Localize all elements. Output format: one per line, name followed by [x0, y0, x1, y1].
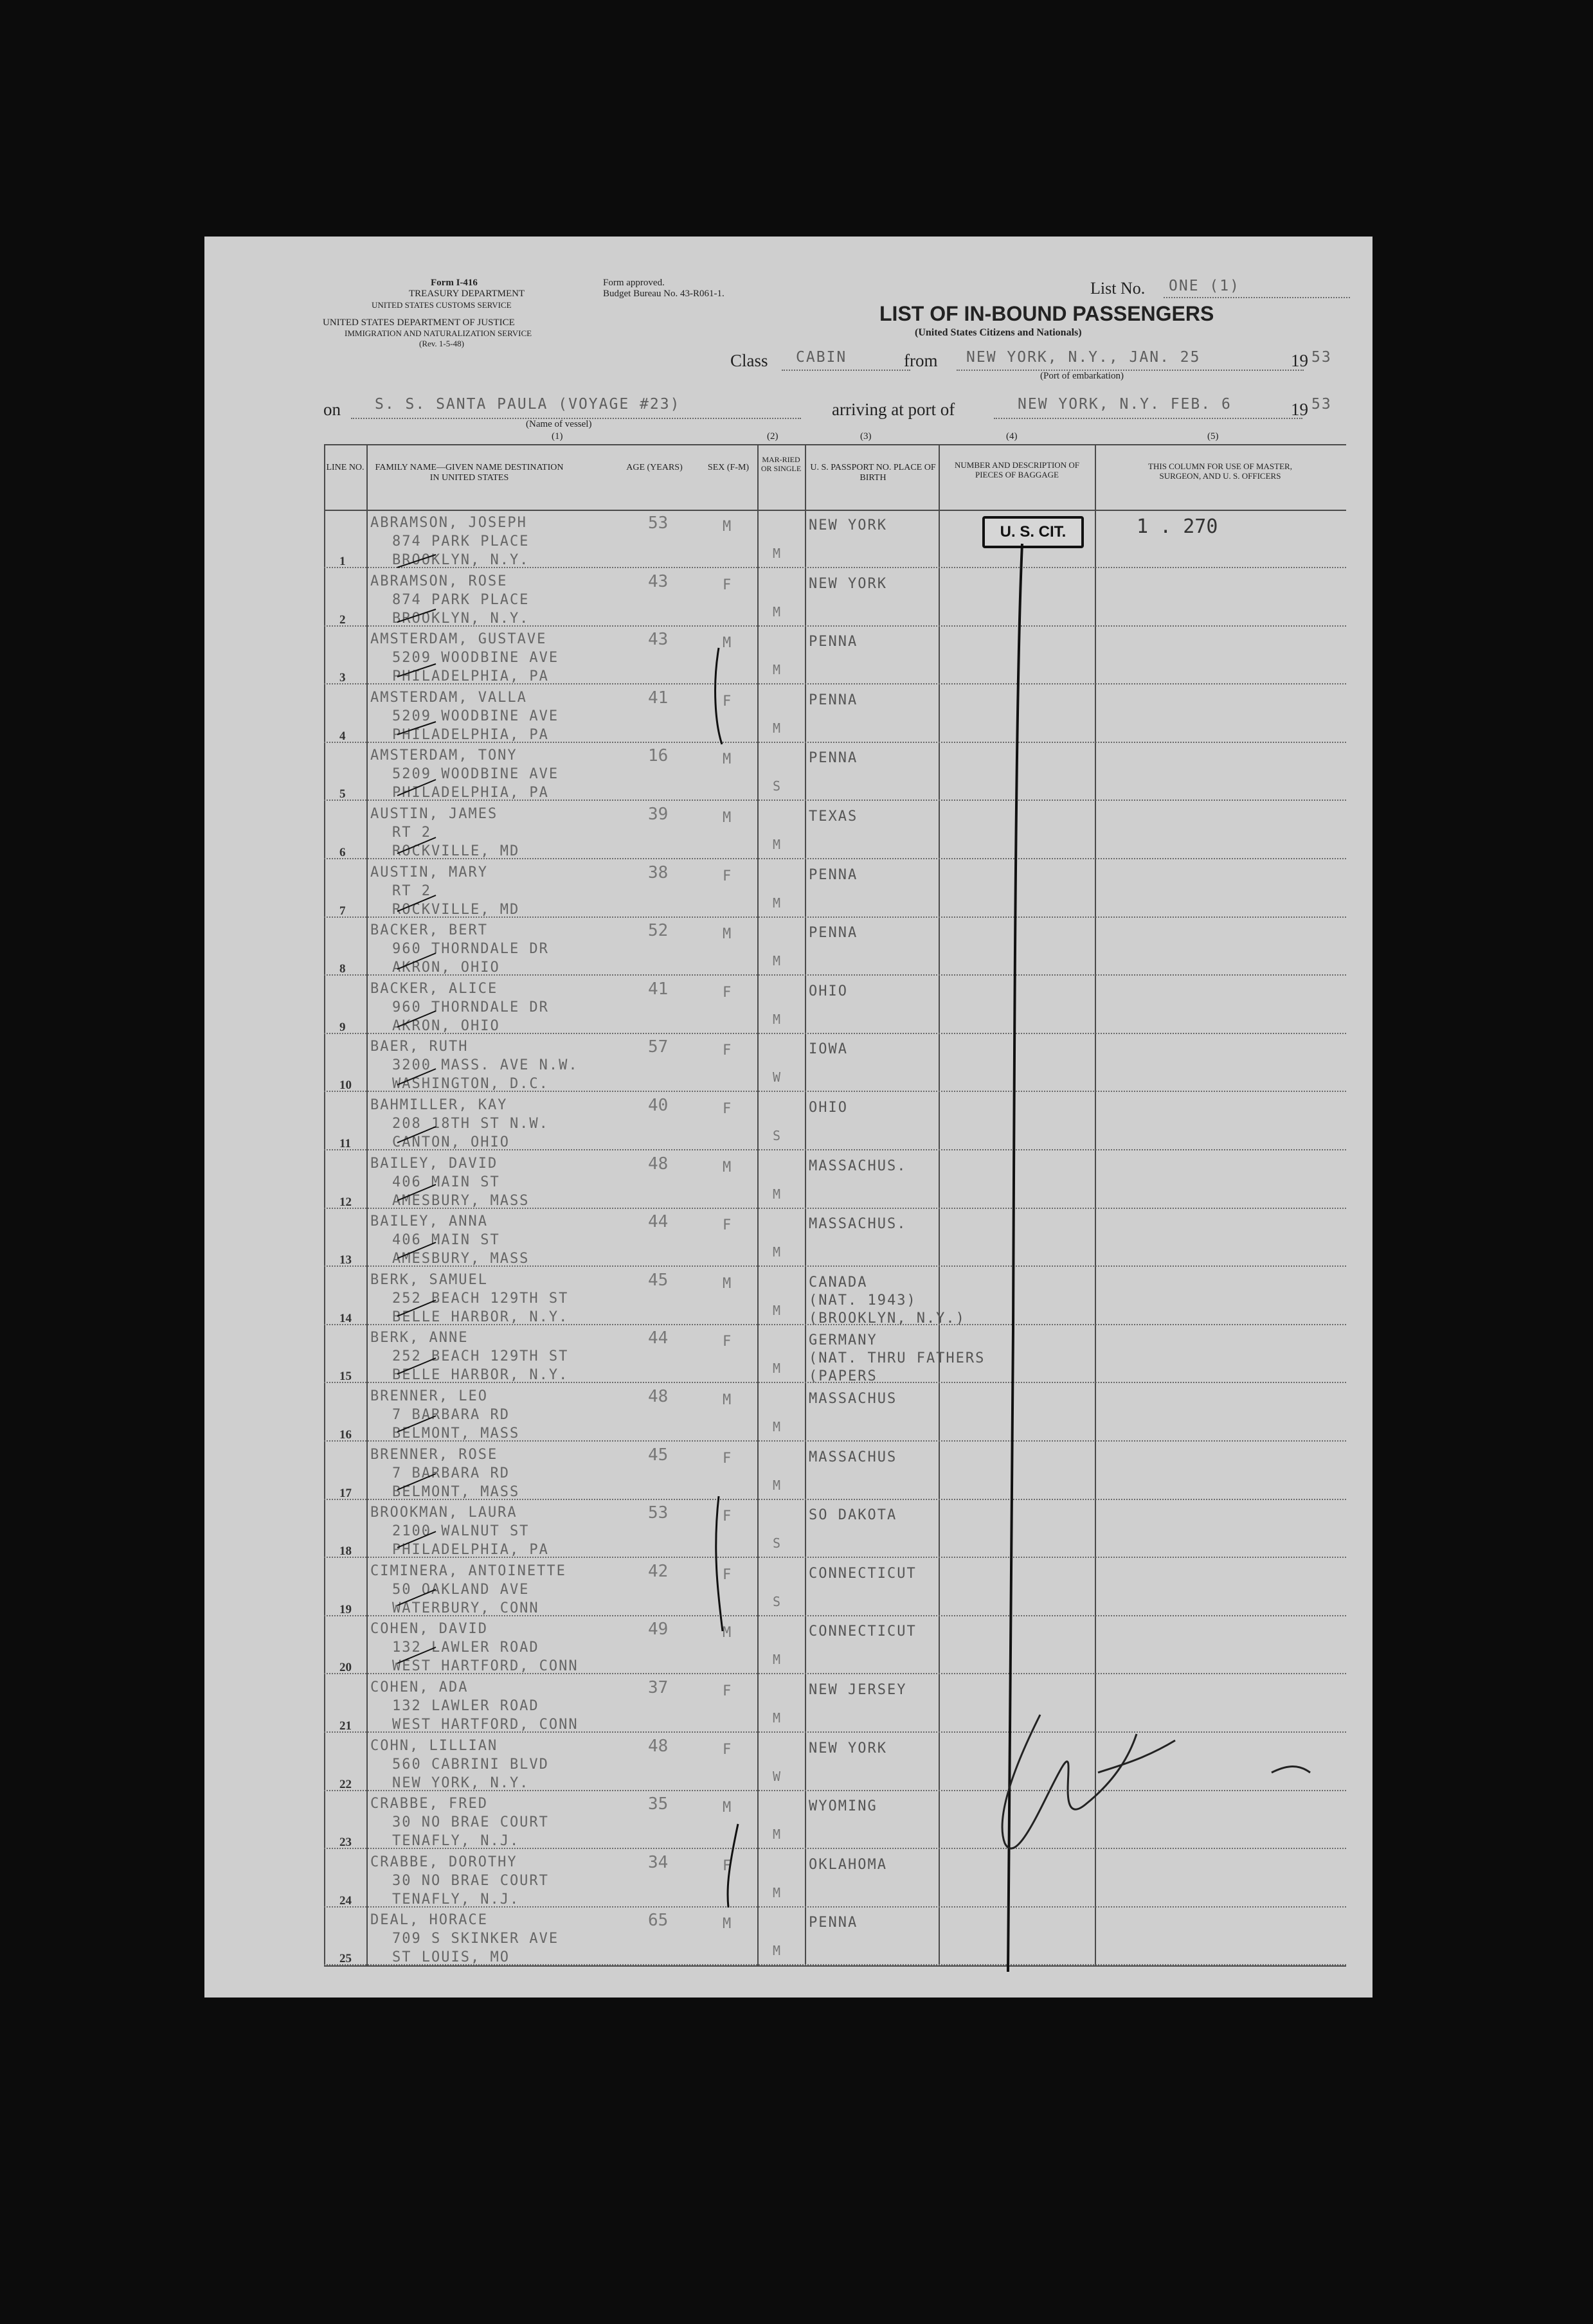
table-row [204, 626, 1372, 684]
marital-status: M [773, 953, 781, 969]
address-line-1: 5209 WOODBINE AVE [392, 708, 559, 724]
row-rule [324, 1964, 1346, 1965]
arriving-line [994, 418, 1302, 419]
passenger-name: BROOKMAN, LAURA [370, 1505, 518, 1521]
place-of-birth: PENNA [809, 925, 858, 942]
address-line-1: RT 2 [392, 882, 431, 899]
passenger-sex: M [723, 810, 732, 826]
place-of-birth: NEW YORK [809, 517, 887, 533]
passenger-age: 43 [648, 571, 669, 591]
class-line [782, 370, 910, 371]
place-of-birth: MASSACHUS [809, 1391, 897, 1407]
budget-bureau: Budget Bureau No. 43-R061-1. [603, 289, 724, 299]
col-num-2: (2) [767, 431, 779, 442]
header-officers: THIS COLUMN FOR USE OF MASTER, SURGEON, AND U. S. OFFICERS [1148, 461, 1292, 481]
table-row [204, 859, 1372, 918]
col-num-4: (4) [1006, 431, 1018, 442]
table-row [204, 1267, 1372, 1325]
vessel-label: (Name of vessel) [526, 419, 592, 429]
passenger-sex: F [723, 1508, 732, 1525]
passenger-sex: F [723, 1450, 732, 1467]
passenger-sex: F [723, 1857, 732, 1874]
row-line-no: 15 [339, 1370, 352, 1384]
row-line-no: 11 [339, 1137, 351, 1150]
passenger-sex: M [723, 635, 732, 652]
marital-status: M [773, 1186, 781, 1202]
address-line-1: 406 MAIN ST [392, 1174, 500, 1190]
address-line-2: AMESBURY, MASS [392, 1251, 530, 1267]
table-row [204, 1442, 1372, 1500]
passenger-age: 45 [648, 1270, 669, 1290]
address-line-1: 252 BEACH 129TH ST [392, 1348, 569, 1365]
table-row [204, 1791, 1372, 1849]
address-line-1: 560 CABRINI BLVD [392, 1756, 549, 1773]
arriving-year-prefix: 19 [1291, 400, 1308, 419]
ins-service: IMMIGRATION AND NATURALIZATION SERVICE [345, 328, 532, 338]
passenger-name: ABRAMSON, ROSE [370, 573, 508, 589]
address-line-2: BELLE HARBOR, N.Y. [392, 1367, 569, 1384]
passenger-age: 42 [648, 1561, 669, 1581]
place-of-birth: IOWA [809, 1041, 848, 1058]
address-line-2: ROCKVILLE, MD [392, 901, 520, 918]
address-line-1: 874 PARK PLACE [392, 533, 530, 550]
place-of-birth: CONNECTICUT [809, 1565, 917, 1582]
table-row [204, 1383, 1372, 1442]
address-line-2: AMESBURY, MASS [392, 1192, 530, 1209]
vessel-value: S. S. SANTA PAULA (VOYAGE #23) [375, 396, 681, 413]
passenger-name: COHN, LILLIAN [370, 1737, 498, 1754]
address-line-1: 208 18TH ST N.W. [392, 1116, 549, 1132]
passenger-age: 45 [648, 1445, 669, 1465]
passenger-age: 49 [648, 1620, 669, 1640]
address-line-2: TENAFLY, N.J. [392, 1833, 520, 1850]
row-line-no: 5 [339, 787, 346, 801]
marital-status: M [773, 1884, 781, 1900]
table-top-rule [324, 444, 1346, 445]
address-line-1: 5209 WOODBINE AVE [392, 650, 559, 666]
passenger-sex: F [723, 1217, 732, 1234]
place-of-birth: OHIO [809, 983, 848, 999]
passenger-sex: F [723, 868, 732, 884]
address-line-1: 874 PARK PLACE [392, 591, 530, 608]
place-of-birth: MASSACHUS [809, 1449, 897, 1465]
marital-status: M [773, 1943, 781, 1959]
marital-status: S [773, 778, 781, 794]
address-line-2: AKRON, OHIO [392, 1017, 500, 1034]
header-line-no: LINE NO. [326, 463, 364, 472]
list-no-label: List No. [1090, 279, 1146, 298]
passenger-age: 35 [648, 1794, 669, 1814]
passenger-name: BERK, SAMUEL [370, 1271, 488, 1288]
passenger-age: 39 [648, 805, 669, 824]
table-row [204, 1208, 1372, 1267]
passenger-name: COHEN, DAVID [370, 1621, 488, 1638]
port-embark-label: (Port of embarkation) [1040, 371, 1124, 381]
address-line-2: CANTON, OHIO [392, 1134, 510, 1150]
passenger-name: BACKER, ALICE [370, 980, 498, 997]
passenger-age: 40 [648, 1096, 669, 1115]
passenger-age: 52 [648, 921, 669, 941]
marital-status: W [773, 1768, 781, 1784]
col-num-5: (5) [1207, 431, 1219, 442]
marital-status: S [773, 1128, 781, 1143]
row-line-no: 25 [339, 1952, 352, 1966]
place-of-birth: GERMANY [809, 1332, 878, 1349]
place-of-birth-note: (BROOKLYN, N.Y.) [809, 1310, 966, 1327]
address-line-2: TENAFLY, N.J. [392, 1891, 520, 1908]
passenger-age: 57 [648, 1037, 669, 1057]
passenger-name: BERK, ANNE [370, 1330, 469, 1346]
place-of-birth: MASSACHUS. [809, 1216, 907, 1233]
table-row [204, 1558, 1372, 1616]
address-line-2: BELMONT, MASS [392, 1426, 520, 1442]
passenger-sex: M [723, 1800, 732, 1816]
place-of-birth: NEW YORK [809, 575, 887, 592]
officer-note: 1 . 270 [1137, 515, 1218, 538]
on-label: on [323, 400, 341, 419]
table-row [204, 1150, 1372, 1209]
passenger-name: AMSTERDAM, GUSTAVE [370, 631, 547, 648]
table-row [204, 1092, 1372, 1150]
marital-status: M [773, 1827, 781, 1843]
address-line-1: 30 NO BRAE COURT [392, 1814, 549, 1831]
customs-service: UNITED STATES CUSTOMS SERVICE [372, 300, 512, 310]
passenger-sex: F [723, 1566, 732, 1583]
place-of-birth-note: (NAT. THRU FATHERS [809, 1350, 986, 1367]
passenger-age: 48 [648, 1736, 669, 1756]
passenger-name: COHEN, ADA [370, 1679, 469, 1695]
table-row [204, 684, 1372, 743]
address-line-2: WATERBURY, CONN [392, 1600, 539, 1616]
table-row [204, 1325, 1372, 1383]
address-line-2: BROOKLYN, N.Y. [392, 552, 530, 568]
passenger-age: 43 [648, 630, 669, 650]
justice-dept: UNITED STATES DEPARTMENT OF JUSTICE [323, 317, 515, 328]
marital-status: M [773, 1011, 781, 1027]
table-row [204, 1849, 1372, 1908]
row-line-no: 14 [339, 1311, 352, 1325]
class-label: Class [730, 351, 768, 370]
address-line-2: PHILADELPHIA, PA [392, 726, 549, 743]
page-subtitle: (United States Citizens and Nationals) [915, 327, 1082, 338]
passenger-age: 48 [648, 1154, 669, 1174]
place-of-birth-note: (NAT. 1943) [809, 1292, 917, 1309]
passenger-name: BRENNER, ROSE [370, 1446, 498, 1463]
address-line-1: 252 BEACH 129TH ST [392, 1290, 569, 1307]
row-line-no: 21 [339, 1719, 352, 1733]
marital-status: M [773, 1302, 781, 1318]
passenger-name: BAHMILLER, KAY [370, 1097, 508, 1113]
header-name: FAMILY NAME—GIVEN NAME DESTINATION IN UNITED STATES [375, 463, 564, 483]
address-line-1: 3200 MASS. AVE N.W. [392, 1057, 579, 1074]
marital-status: M [773, 603, 781, 620]
address-line-2: WEST HARTFORD, CONN [392, 1658, 579, 1675]
address-line-1: 5209 WOODBINE AVE [392, 766, 559, 783]
passenger-sex: F [723, 1334, 732, 1350]
address-line-1: RT 2 [392, 825, 431, 841]
place-of-birth: NEW JERSEY [809, 1682, 907, 1698]
passenger-sex: M [723, 926, 732, 943]
arriving-year: 53 [1311, 396, 1332, 413]
address-line-2: PHILADELPHIA, PA [392, 668, 549, 685]
page-title: LIST OF IN-BOUND PASSENGERS [879, 302, 1214, 325]
table-row [204, 1033, 1372, 1092]
marital-status: S [773, 1535, 781, 1551]
passenger-sex: F [723, 1042, 732, 1059]
place-of-birth: MASSACHUS. [809, 1158, 907, 1174]
passenger-age: 41 [648, 688, 669, 708]
row-line-no: 1 [339, 555, 346, 568]
row-line-no: 23 [339, 1836, 352, 1850]
passenger-sex: M [723, 1392, 732, 1408]
passenger-sex: M [723, 1625, 732, 1641]
col-num-3: (3) [860, 431, 872, 442]
place-of-birth: NEW YORK [809, 1740, 887, 1756]
from-label: from [904, 351, 938, 370]
passenger-sex: F [723, 1101, 732, 1117]
from-year-prefix: 19 [1291, 351, 1308, 370]
passenger-age: 41 [648, 979, 669, 999]
place-of-birth: PENNA [809, 1915, 858, 1931]
passenger-sex: M [723, 1159, 732, 1175]
passenger-name: BAER, RUTH [370, 1039, 469, 1055]
address-line-1: 132 LAWLER ROAD [392, 1640, 539, 1656]
passenger-sex: F [723, 693, 732, 710]
list-no-line [1164, 297, 1350, 298]
passenger-sex: M [723, 1916, 732, 1933]
address-line-2: ROCKVILLE, MD [392, 843, 520, 859]
address-line-2: PHILADELPHIA, PA [392, 1542, 549, 1559]
passenger-age: 38 [648, 863, 669, 882]
passenger-name: CIMINERA, ANTOINETTE [370, 1562, 566, 1579]
row-line-no: 6 [339, 846, 346, 859]
passenger-name: ABRAMSON, JOSEPH [370, 515, 527, 531]
row-line-no: 16 [339, 1428, 352, 1442]
passenger-age: 48 [648, 1387, 669, 1406]
passenger-name: AUSTIN, JAMES [370, 806, 498, 822]
address-line-2: WEST HARTFORD, CONN [392, 1717, 579, 1733]
table-row [204, 801, 1372, 859]
address-line-1: 709 S SKINKER AVE [392, 1931, 559, 1947]
address-line-2: BROOKLYN, N.Y. [392, 610, 530, 627]
from-line [957, 370, 1304, 371]
passenger-age: 16 [648, 746, 669, 766]
marital-status: M [773, 720, 781, 736]
row-line-no: 3 [339, 671, 346, 685]
address-line-1: 7 BARBARA RD [392, 1407, 510, 1423]
arriving-label: arriving at port of [832, 400, 955, 419]
address-line-1: 30 NO BRAE COURT [392, 1872, 549, 1889]
passenger-name: AMSTERDAM, TONY [370, 747, 518, 764]
marital-status: M [773, 1710, 781, 1726]
marital-status: M [773, 546, 781, 561]
header-baggage: NUMBER AND DESCRIPTION OF PIECES OF BAGGAGE [955, 460, 1079, 479]
header-passport: U. S. PASSPORT NO. PLACE OF BIRTH [810, 463, 936, 483]
address-line-2: NEW YORK, N.Y. [392, 1774, 530, 1791]
passenger-name: CRABBE, DOROTHY [370, 1854, 518, 1870]
passenger-age: 53 [648, 514, 669, 533]
table-row [204, 917, 1372, 976]
address-line-1: 960 THORNDALE DR [392, 999, 549, 1015]
place-of-birth: SO DAKOTA [809, 1507, 897, 1524]
arriving-value: NEW YORK, N.Y. FEB. 6 [1018, 396, 1232, 413]
passenger-age: 65 [648, 1911, 669, 1931]
header-sex: SEX (F-M) [707, 463, 750, 472]
passenger-age: 53 [648, 1503, 669, 1523]
place-of-birth: CONNECTICUT [809, 1623, 917, 1640]
place-of-birth: OKLAHOMA [809, 1856, 887, 1873]
passenger-name: BAILEY, ANNA [370, 1213, 488, 1230]
passenger-age: 34 [648, 1852, 669, 1872]
marital-status: M [773, 837, 781, 852]
place-of-birth: TEXAS [809, 809, 858, 825]
passenger-name: CRABBE, FRED [370, 1796, 488, 1812]
address-line-1: 50 OAKLAND AVE [392, 1581, 530, 1598]
passenger-sex: F [723, 984, 732, 1001]
marital-status: M [773, 662, 781, 678]
passenger-sex: M [723, 751, 732, 768]
row-line-no: 22 [339, 1777, 352, 1791]
address-line-1: 7 BARBARA RD [392, 1465, 510, 1481]
address-line-1: 406 MAIN ST [392, 1232, 500, 1249]
row-line-no: 20 [339, 1661, 352, 1675]
passenger-rows [204, 510, 1372, 1965]
passenger-age: 44 [648, 1212, 669, 1232]
form-number: Form I-416 [431, 278, 478, 288]
marital-status: M [773, 1244, 781, 1260]
list-no-value: ONE (1) [1169, 278, 1240, 294]
address-line-2: AKRON, OHIO [392, 960, 500, 976]
marital-status: M [773, 1361, 781, 1377]
marital-status: M [773, 1419, 781, 1435]
marital-status: W [773, 1069, 781, 1086]
place-of-birth: PENNA [809, 634, 858, 650]
passenger-sex: F [723, 1683, 732, 1699]
marital-status: S [773, 1593, 781, 1609]
us-citizen-stamp: U. S. CIT. [982, 516, 1084, 548]
row-line-no: 8 [339, 962, 346, 976]
place-of-birth: WYOMING [809, 1798, 878, 1815]
passenger-age: 37 [648, 1678, 669, 1697]
table-row [204, 1616, 1372, 1674]
address-line-1: 960 THORNDALE DR [392, 941, 549, 958]
row-line-no: 19 [339, 1602, 352, 1616]
treasury-dept: TREASURY DEPARTMENT [409, 289, 525, 299]
row-line-no: 4 [339, 729, 346, 743]
header-age: AGE (YEARS) [626, 463, 683, 472]
place-of-birth: PENNA [809, 750, 858, 767]
address-line-2: BELMONT, MASS [392, 1483, 520, 1500]
passenger-name: AUSTIN, MARY [370, 864, 488, 880]
address-line-1: 132 LAWLER ROAD [392, 1698, 539, 1714]
row-line-no: 2 [339, 612, 346, 627]
place-of-birth: OHIO [809, 1100, 848, 1116]
col-num-1: (1) [552, 431, 563, 442]
from-value: NEW YORK, N.Y., JAN. 25 [966, 349, 1201, 366]
row-line-no: 24 [339, 1893, 352, 1908]
header-married: MAR-RIED OR SINGLE [760, 455, 802, 473]
place-of-birth-note: (PAPERS [809, 1368, 878, 1385]
table-row [204, 976, 1372, 1034]
address-line-2: WASHINGTON, D.C. [392, 1076, 549, 1093]
row-line-no: 17 [339, 1486, 352, 1500]
passenger-sex: M [723, 1275, 732, 1292]
address-line-2: BELLE HARBOR, N.Y. [392, 1309, 569, 1325]
passenger-sex: F [723, 577, 732, 593]
address-line-2: ST LOUIS, MO [392, 1949, 510, 1966]
marital-status: M [773, 895, 781, 911]
passenger-name: DEAL, HORACE [370, 1912, 488, 1929]
row-line-no: 9 [339, 1020, 346, 1034]
passenger-sex: F [723, 1741, 732, 1758]
from-year: 53 [1311, 349, 1332, 366]
table-row [204, 1499, 1372, 1558]
passenger-age: 44 [648, 1328, 669, 1348]
place-of-birth: PENNA [809, 692, 858, 708]
revision: (Rev. 1-5-48) [419, 339, 464, 348]
passenger-name: BRENNER, LEO [370, 1388, 488, 1404]
passenger-name: BAILEY, DAVID [370, 1155, 498, 1172]
row-line-no: 7 [339, 904, 346, 918]
class-value: CABIN [796, 349, 847, 366]
row-line-no: 13 [339, 1253, 352, 1267]
table-row [204, 1674, 1372, 1733]
table-row [204, 568, 1372, 627]
passenger-name: BACKER, BERT [370, 922, 488, 939]
address-line-1: 2100 WALNUT ST [392, 1523, 530, 1540]
table-row [204, 1907, 1372, 1965]
table-row [204, 1733, 1372, 1791]
address-line-2: PHILADELPHIA, PA [392, 785, 549, 801]
row-line-no: 18 [339, 1544, 352, 1559]
place-of-birth: CANADA [809, 1274, 868, 1291]
passenger-sex: M [723, 519, 732, 535]
marital-status: M [773, 1477, 781, 1493]
passenger-name: AMSTERDAM, VALLA [370, 689, 527, 706]
manifest-sheet [204, 237, 1372, 1998]
form-approval: Form approved. [603, 278, 665, 288]
marital-status: M [773, 1652, 781, 1668]
place-of-birth: PENNA [809, 866, 858, 883]
row-line-no: 10 [339, 1078, 352, 1093]
table-row [204, 742, 1372, 801]
row-line-no: 12 [339, 1195, 352, 1209]
